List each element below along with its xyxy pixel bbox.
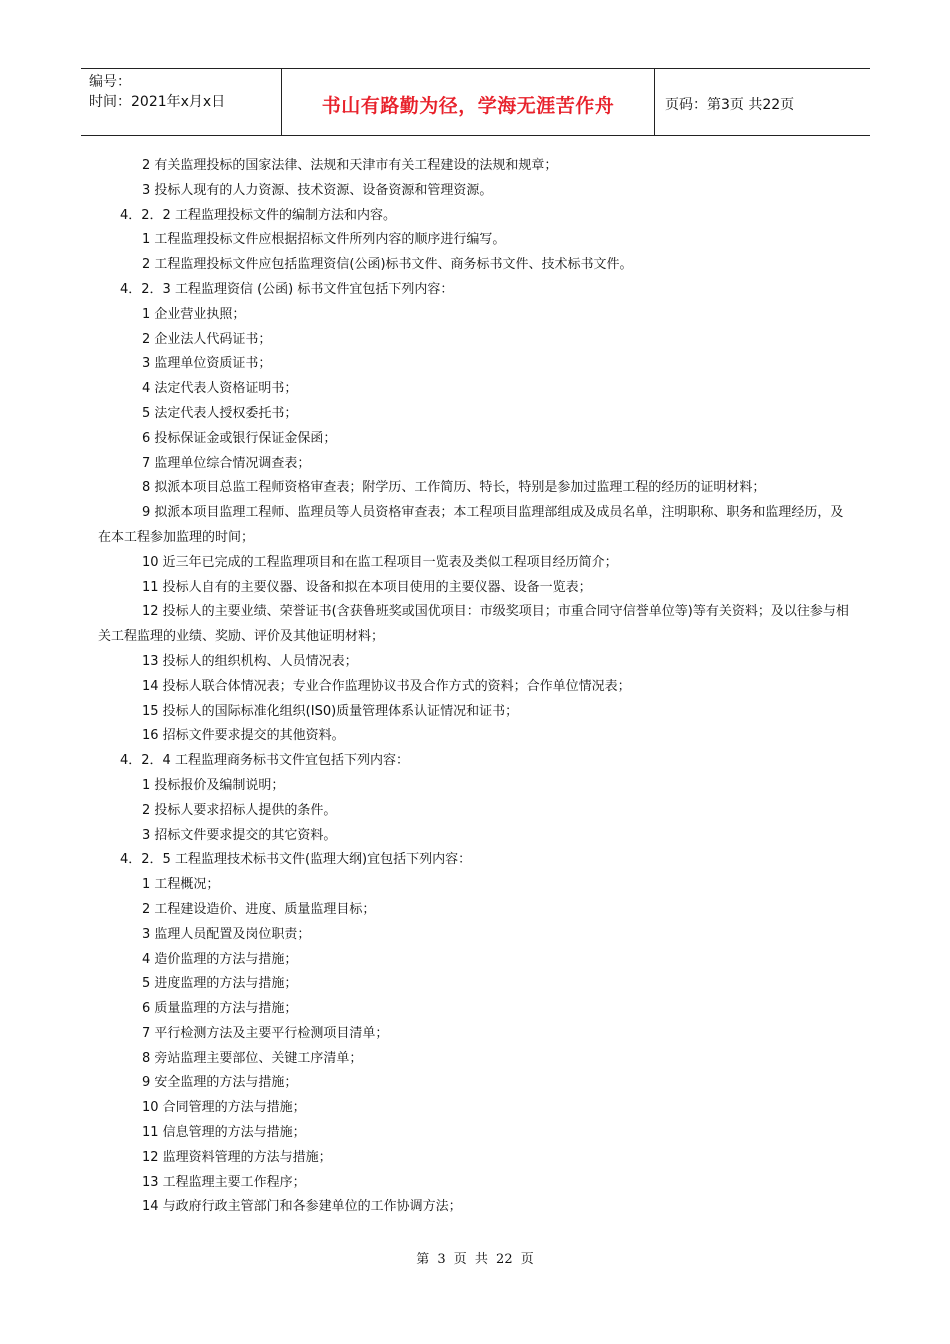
list-item: 16 招标文件要求提交的其他资料。 [142, 728, 345, 744]
list-item: 12 监理资料管理的方法与措施； [142, 1149, 332, 1165]
list-item: 1 企业营业执照； [142, 306, 246, 322]
list-item: 14 投标人联合体情况表；专业合作监理协议书及合作方式的资料；合作单位情况表； [142, 678, 631, 694]
page-header [81, 68, 870, 136]
list-item: 15 投标人的国际标准化组织(IS0)质量管理体系认证情况和证书； [142, 703, 519, 719]
list-item: 5 进度监理的方法与措施； [142, 976, 298, 992]
list-item: 9 拟派本项目监理工程师、监理员等人员资格审查表；本工程项目监理部组成及成员名单，注明职称、职务和监理经历，及在本工程参加监理的时间； [98, 505, 844, 545]
list-item: 6 质量监理的方法与措施； [142, 1001, 298, 1017]
header-motto: 书山有路勤为径，学海无涯苦作舟 [282, 69, 655, 135]
section-heading: 4．2．2 工程监理投标文件的编制方法和内容。 [120, 207, 396, 223]
section-heading: 4．2．5 工程监理技术标书文件(监理大纲)宜包括下列内容： [120, 852, 472, 868]
list-item: 2 投标人要求招标人提供的条件。 [142, 802, 337, 818]
list-item: 13 投标人的组织机构、人员情况表； [142, 653, 358, 669]
document-number-label: 编号： [89, 74, 131, 90]
list-item: 11 信息管理的方法与措施； [142, 1125, 306, 1141]
list-item: 3 投标人现有的人力资源、技术资源、设备资源和管理资源。 [142, 182, 493, 198]
list-item: 4 造价监理的方法与措施； [142, 951, 298, 967]
page-footer: 第 3 页 共 22 页 [416, 1252, 534, 1267]
list-item: 10 近三年已完成的工程监理项目和在监工程项目一览表及类似工程项目经历简介； [142, 554, 618, 570]
section-heading: 4．2．3 工程监理资信 (公函) 标书文件宜包括下列内容： [120, 281, 454, 297]
list-item: 6 投标保证金或银行保证金保函； [142, 430, 337, 446]
list-item: 2 有关监理投标的国家法律、法规和天津市有关工程建设的法规和规章； [142, 158, 558, 173]
list-item: 2 企业法人代码证书； [142, 331, 272, 347]
list-item: 2 工程监理投标文件应包括监理资信(公函)标书文件、商务标书文件、技术标书文件。 [142, 257, 633, 273]
list-item: 7 监理单位综合情况调查表； [142, 455, 311, 471]
header-page-info: 页码：第3页 共22页 [665, 97, 795, 113]
list-item: 7 平行检测方法及主要平行检测项目清单； [142, 1025, 389, 1041]
document-date: 时间：2021年x月x日 [89, 94, 226, 110]
list-item: 11 投标人自有的主要仪器、设备和拟在本项目使用的主要仪器、设备一览表； [142, 579, 592, 595]
list-item: 3 招标文件要求提交的其它资料。 [142, 827, 337, 843]
list-item: 3 监理单位资质证书； [142, 356, 272, 372]
list-item: 5 法定代表人授权委托书； [142, 405, 298, 421]
section-heading: 4．2．4 工程监理商务标书文件宜包括下列内容： [120, 753, 409, 769]
list-item: 14 与政府行政主管部门和各参建单位的工作协调方法； [142, 1199, 462, 1215]
header-meta [81, 69, 282, 135]
document-body [98, 154, 850, 1220]
list-item: 1 工程监理投标文件应根据招标文件所列内容的顺序进行编写。 [142, 232, 506, 248]
list-item: 1 工程概况； [142, 877, 220, 893]
list-item: 4 法定代表人资格证明书； [142, 381, 298, 397]
list-item: 12 投标人的主要业绩、荣誉证书(含获鲁班奖或国优项目：市级奖项目；市重合同守信誉单位等)等有关资料；及以往参与相关工程监理的业绩、奖励、评价及其他证明材料； [98, 604, 849, 645]
list-item: 10 合同管理的方法与措施； [142, 1100, 306, 1116]
list-item: 1 投标报价及编制说明； [142, 777, 285, 793]
list-item: 13 工程监理主要工作程序； [142, 1174, 306, 1190]
list-item: 8 旁站监理主要部位、关键工序清单； [142, 1050, 363, 1066]
list-item: 9 安全监理的方法与措施； [142, 1075, 298, 1091]
list-item: 3 监理人员配置及岗位职责； [142, 926, 311, 942]
list-item: 8 拟派本项目总监工程师资格审查表；附学历、工作简历、特长，特别是参加过监理工程的经历的证明材料； [142, 480, 766, 496]
list-item: 2 工程建设造价、进度、质量监理目标； [142, 901, 376, 917]
